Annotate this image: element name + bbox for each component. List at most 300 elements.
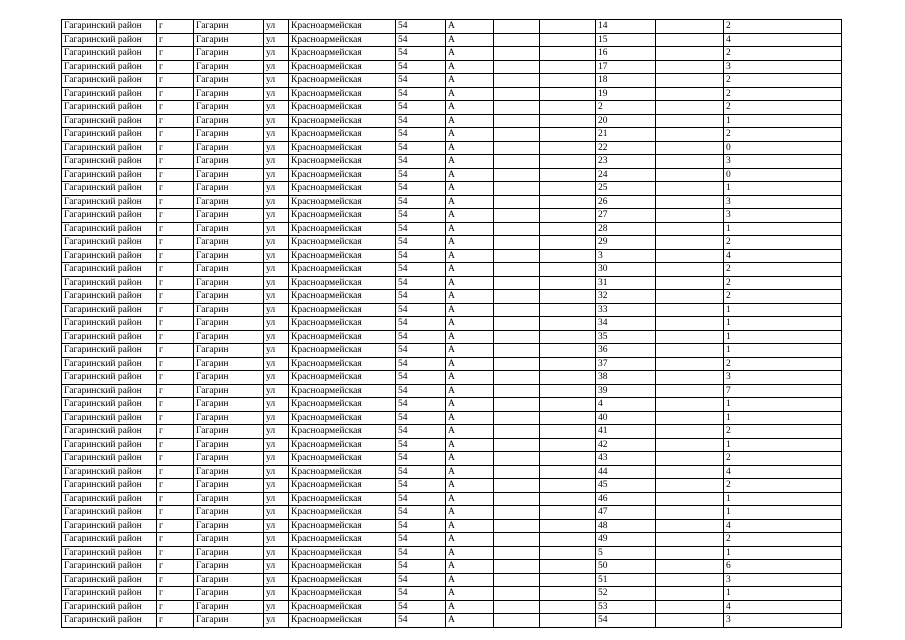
cell-street-type: ул bbox=[264, 587, 289, 601]
cell-street-type: ул bbox=[264, 20, 289, 34]
table-row bbox=[62, 47, 842, 61]
cell-count: 2 bbox=[724, 101, 842, 115]
cell-street: Красноармейская bbox=[289, 546, 396, 560]
cell-letter: А bbox=[446, 600, 494, 614]
cell-building bbox=[494, 452, 540, 466]
cell-apartment: 19 bbox=[596, 87, 656, 101]
cell-letter: А bbox=[446, 101, 494, 115]
cell-letter: А bbox=[446, 384, 494, 398]
cell-street: Красноармейская bbox=[289, 87, 396, 101]
cell-building bbox=[494, 236, 540, 250]
cell-apartment: 45 bbox=[596, 479, 656, 493]
cell-district: Гагаринский район bbox=[62, 519, 157, 533]
cell-letter: А bbox=[446, 209, 494, 223]
cell-street: Красноармейская bbox=[289, 33, 396, 47]
cell-house: 54 bbox=[396, 209, 446, 223]
cell-settlement-type: г bbox=[157, 452, 194, 466]
cell-settlement: Гагарин bbox=[194, 465, 264, 479]
cell-street: Красноармейская bbox=[289, 519, 396, 533]
cell-building bbox=[494, 573, 540, 587]
cell-settlement-type: г bbox=[157, 141, 194, 155]
cell-settlement: Гагарин bbox=[194, 519, 264, 533]
cell-street-type: ул bbox=[264, 87, 289, 101]
cell-house: 54 bbox=[396, 452, 446, 466]
cell-structure bbox=[540, 101, 596, 115]
cell-apartment: 44 bbox=[596, 465, 656, 479]
table-row bbox=[62, 614, 842, 628]
table-row bbox=[62, 182, 842, 196]
cell-settlement-type: г bbox=[157, 290, 194, 304]
cell-street-type: ул bbox=[264, 330, 289, 344]
cell-settlement: Гагарин bbox=[194, 600, 264, 614]
cell-structure bbox=[540, 114, 596, 128]
cell-count: 1 bbox=[724, 344, 842, 358]
cell-count: 3 bbox=[724, 614, 842, 628]
cell-room bbox=[656, 20, 724, 34]
cell-count: 1 bbox=[724, 330, 842, 344]
cell-room bbox=[656, 330, 724, 344]
cell-street-type: ул bbox=[264, 560, 289, 574]
cell-count: 3 bbox=[724, 155, 842, 169]
cell-settlement-type: г bbox=[157, 249, 194, 263]
cell-district: Гагаринский район bbox=[62, 195, 157, 209]
cell-letter: А bbox=[446, 141, 494, 155]
cell-settlement: Гагарин bbox=[194, 614, 264, 628]
table-row bbox=[62, 384, 842, 398]
cell-apartment: 35 bbox=[596, 330, 656, 344]
cell-house: 54 bbox=[396, 20, 446, 34]
cell-apartment: 29 bbox=[596, 236, 656, 250]
cell-district: Гагаринский район bbox=[62, 560, 157, 574]
cell-street: Красноармейская bbox=[289, 276, 396, 290]
cell-letter: А bbox=[446, 438, 494, 452]
cell-house: 54 bbox=[396, 155, 446, 169]
cell-district: Гагаринский район bbox=[62, 87, 157, 101]
table-row bbox=[62, 155, 842, 169]
cell-apartment: 23 bbox=[596, 155, 656, 169]
cell-street-type: ул bbox=[264, 384, 289, 398]
table-row bbox=[62, 20, 842, 34]
cell-settlement-type: г bbox=[157, 236, 194, 250]
cell-room bbox=[656, 344, 724, 358]
cell-street-type: ул bbox=[264, 141, 289, 155]
cell-street: Красноармейская bbox=[289, 168, 396, 182]
cell-room bbox=[656, 317, 724, 331]
cell-settlement-type: г bbox=[157, 155, 194, 169]
cell-count: 1 bbox=[724, 317, 842, 331]
cell-room bbox=[656, 87, 724, 101]
cell-count: 1 bbox=[724, 438, 842, 452]
table-row bbox=[62, 465, 842, 479]
cell-structure bbox=[540, 276, 596, 290]
cell-structure bbox=[540, 506, 596, 520]
cell-room bbox=[656, 398, 724, 412]
cell-street: Красноармейская bbox=[289, 249, 396, 263]
cell-count: 4 bbox=[724, 600, 842, 614]
cell-settlement: Гагарин bbox=[194, 182, 264, 196]
cell-house: 54 bbox=[396, 114, 446, 128]
cell-structure bbox=[540, 182, 596, 196]
cell-apartment: 48 bbox=[596, 519, 656, 533]
cell-settlement-type: г bbox=[157, 87, 194, 101]
table-row bbox=[62, 573, 842, 587]
cell-building bbox=[494, 60, 540, 74]
table-row bbox=[62, 128, 842, 142]
cell-count: 3 bbox=[724, 371, 842, 385]
cell-district: Гагаринский район bbox=[62, 101, 157, 115]
table-row bbox=[62, 371, 842, 385]
cell-apartment: 52 bbox=[596, 587, 656, 601]
cell-building bbox=[494, 222, 540, 236]
cell-letter: А bbox=[446, 506, 494, 520]
cell-apartment: 53 bbox=[596, 600, 656, 614]
cell-structure bbox=[540, 411, 596, 425]
cell-letter: А bbox=[446, 479, 494, 493]
cell-street-type: ул bbox=[264, 357, 289, 371]
cell-room bbox=[656, 182, 724, 196]
cell-apartment: 25 bbox=[596, 182, 656, 196]
cell-district: Гагаринский район bbox=[62, 452, 157, 466]
cell-building bbox=[494, 74, 540, 88]
cell-room bbox=[656, 141, 724, 155]
cell-street-type: ул bbox=[264, 506, 289, 520]
cell-settlement: Гагарин bbox=[194, 479, 264, 493]
cell-room bbox=[656, 155, 724, 169]
cell-street: Красноармейская bbox=[289, 290, 396, 304]
cell-settlement: Гагарин bbox=[194, 506, 264, 520]
cell-street: Красноармейская bbox=[289, 47, 396, 61]
cell-district: Гагаринский район bbox=[62, 533, 157, 547]
table-row bbox=[62, 560, 842, 574]
table-row bbox=[62, 519, 842, 533]
cell-settlement: Гагарин bbox=[194, 330, 264, 344]
cell-apartment: 4 bbox=[596, 398, 656, 412]
cell-settlement-type: г bbox=[157, 276, 194, 290]
cell-apartment: 50 bbox=[596, 560, 656, 574]
cell-count: 2 bbox=[724, 236, 842, 250]
cell-house: 54 bbox=[396, 60, 446, 74]
cell-building bbox=[494, 533, 540, 547]
cell-building bbox=[494, 101, 540, 115]
cell-district: Гагаринский район bbox=[62, 573, 157, 587]
cell-street: Красноармейская bbox=[289, 384, 396, 398]
cell-street-type: ул bbox=[264, 101, 289, 115]
cell-street-type: ул bbox=[264, 438, 289, 452]
cell-apartment: 36 bbox=[596, 344, 656, 358]
cell-house: 54 bbox=[396, 614, 446, 628]
cell-count: 2 bbox=[724, 47, 842, 61]
cell-structure bbox=[540, 249, 596, 263]
cell-apartment: 51 bbox=[596, 573, 656, 587]
cell-room bbox=[656, 438, 724, 452]
cell-letter: А bbox=[446, 425, 494, 439]
cell-structure bbox=[540, 371, 596, 385]
cell-building bbox=[494, 47, 540, 61]
cell-count: 0 bbox=[724, 168, 842, 182]
cell-building bbox=[494, 317, 540, 331]
cell-house: 54 bbox=[396, 398, 446, 412]
cell-letter: А bbox=[446, 614, 494, 628]
table-row bbox=[62, 33, 842, 47]
cell-settlement: Гагарин bbox=[194, 263, 264, 277]
cell-room bbox=[656, 506, 724, 520]
cell-building bbox=[494, 506, 540, 520]
cell-settlement-type: г bbox=[157, 168, 194, 182]
cell-room bbox=[656, 560, 724, 574]
cell-district: Гагаринский район bbox=[62, 479, 157, 493]
cell-settlement: Гагарин bbox=[194, 290, 264, 304]
cell-letter: А bbox=[446, 155, 494, 169]
cell-district: Гагаринский район bbox=[62, 182, 157, 196]
cell-house: 54 bbox=[396, 425, 446, 439]
cell-apartment: 33 bbox=[596, 303, 656, 317]
cell-apartment: 26 bbox=[596, 195, 656, 209]
cell-letter: А bbox=[446, 87, 494, 101]
cell-structure bbox=[540, 209, 596, 223]
cell-building bbox=[494, 87, 540, 101]
cell-apartment: 17 bbox=[596, 60, 656, 74]
cell-district: Гагаринский район bbox=[62, 465, 157, 479]
cell-house: 54 bbox=[396, 249, 446, 263]
cell-street-type: ул bbox=[264, 155, 289, 169]
cell-room bbox=[656, 357, 724, 371]
table-row bbox=[62, 249, 842, 263]
cell-district: Гагаринский район bbox=[62, 222, 157, 236]
cell-apartment: 28 bbox=[596, 222, 656, 236]
cell-house: 54 bbox=[396, 330, 446, 344]
cell-settlement-type: г bbox=[157, 465, 194, 479]
cell-settlement: Гагарин bbox=[194, 249, 264, 263]
cell-apartment: 37 bbox=[596, 357, 656, 371]
cell-building bbox=[494, 20, 540, 34]
cell-structure bbox=[540, 60, 596, 74]
cell-settlement-type: г bbox=[157, 128, 194, 142]
cell-house: 54 bbox=[396, 141, 446, 155]
cell-room bbox=[656, 168, 724, 182]
cell-letter: А bbox=[446, 20, 494, 34]
cell-room bbox=[656, 384, 724, 398]
cell-street-type: ул bbox=[264, 168, 289, 182]
cell-letter: А bbox=[446, 74, 494, 88]
cell-count: 2 bbox=[724, 479, 842, 493]
cell-district: Гагаринский район bbox=[62, 411, 157, 425]
cell-room bbox=[656, 236, 724, 250]
cell-building bbox=[494, 587, 540, 601]
cell-apartment: 21 bbox=[596, 128, 656, 142]
cell-structure bbox=[540, 519, 596, 533]
cell-letter: А bbox=[446, 195, 494, 209]
cell-district: Гагаринский район bbox=[62, 546, 157, 560]
cell-structure bbox=[540, 465, 596, 479]
cell-house: 54 bbox=[396, 546, 446, 560]
cell-settlement-type: г bbox=[157, 182, 194, 196]
cell-apartment: 30 bbox=[596, 263, 656, 277]
cell-street: Красноармейская bbox=[289, 411, 396, 425]
cell-settlement-type: г bbox=[157, 546, 194, 560]
cell-settlement: Гагарин bbox=[194, 533, 264, 547]
table-row bbox=[62, 101, 842, 115]
cell-district: Гагаринский район bbox=[62, 209, 157, 223]
cell-street: Красноармейская bbox=[289, 465, 396, 479]
cell-street-type: ул bbox=[264, 452, 289, 466]
cell-letter: А bbox=[446, 114, 494, 128]
cell-district: Гагаринский район bbox=[62, 263, 157, 277]
cell-structure bbox=[540, 560, 596, 574]
cell-building bbox=[494, 465, 540, 479]
cell-count: 4 bbox=[724, 465, 842, 479]
cell-letter: А bbox=[446, 249, 494, 263]
cell-district: Гагаринский район bbox=[62, 114, 157, 128]
cell-structure bbox=[540, 263, 596, 277]
cell-structure bbox=[540, 398, 596, 412]
table-row bbox=[62, 425, 842, 439]
cell-settlement: Гагарин bbox=[194, 357, 264, 371]
cell-apartment: 24 bbox=[596, 168, 656, 182]
cell-count: 6 bbox=[724, 560, 842, 574]
table-row bbox=[62, 330, 842, 344]
cell-settlement-type: г bbox=[157, 371, 194, 385]
cell-settlement: Гагарин bbox=[194, 74, 264, 88]
cell-street: Красноармейская bbox=[289, 479, 396, 493]
cell-structure bbox=[540, 168, 596, 182]
cell-room bbox=[656, 492, 724, 506]
cell-house: 54 bbox=[396, 465, 446, 479]
cell-settlement-type: г bbox=[157, 425, 194, 439]
cell-letter: А bbox=[446, 452, 494, 466]
cell-house: 54 bbox=[396, 587, 446, 601]
cell-structure bbox=[540, 573, 596, 587]
cell-house: 54 bbox=[396, 560, 446, 574]
table-row bbox=[62, 60, 842, 74]
table-row bbox=[62, 398, 842, 412]
table-row bbox=[62, 222, 842, 236]
cell-house: 54 bbox=[396, 317, 446, 331]
cell-room bbox=[656, 276, 724, 290]
cell-district: Гагаринский район bbox=[62, 290, 157, 304]
cell-building bbox=[494, 182, 540, 196]
cell-house: 54 bbox=[396, 87, 446, 101]
table-row bbox=[62, 87, 842, 101]
cell-house: 54 bbox=[396, 384, 446, 398]
cell-building bbox=[494, 492, 540, 506]
cell-building bbox=[494, 438, 540, 452]
cell-street: Красноармейская bbox=[289, 114, 396, 128]
cell-street-type: ул bbox=[264, 371, 289, 385]
address-table bbox=[61, 19, 842, 628]
cell-street-type: ул bbox=[264, 209, 289, 223]
cell-house: 54 bbox=[396, 263, 446, 277]
cell-street-type: ул bbox=[264, 398, 289, 412]
cell-count: 2 bbox=[724, 276, 842, 290]
cell-building bbox=[494, 168, 540, 182]
cell-structure bbox=[540, 344, 596, 358]
cell-building bbox=[494, 546, 540, 560]
cell-street: Красноармейская bbox=[289, 222, 396, 236]
cell-settlement-type: г bbox=[157, 506, 194, 520]
cell-count: 2 bbox=[724, 357, 842, 371]
cell-building bbox=[494, 384, 540, 398]
cell-letter: А bbox=[446, 357, 494, 371]
cell-building bbox=[494, 114, 540, 128]
table-row bbox=[62, 587, 842, 601]
cell-settlement: Гагарин bbox=[194, 587, 264, 601]
cell-settlement: Гагарин bbox=[194, 195, 264, 209]
cell-apartment: 40 bbox=[596, 411, 656, 425]
cell-structure bbox=[540, 47, 596, 61]
cell-building bbox=[494, 357, 540, 371]
cell-building bbox=[494, 600, 540, 614]
cell-settlement: Гагарин bbox=[194, 398, 264, 412]
cell-letter: А bbox=[446, 47, 494, 61]
cell-settlement-type: г bbox=[157, 20, 194, 34]
cell-street-type: ул bbox=[264, 236, 289, 250]
cell-letter: А bbox=[446, 263, 494, 277]
cell-street: Красноармейская bbox=[289, 506, 396, 520]
cell-street-type: ул bbox=[264, 600, 289, 614]
cell-settlement: Гагарин bbox=[194, 168, 264, 182]
cell-street-type: ул bbox=[264, 533, 289, 547]
cell-street: Красноармейская bbox=[289, 60, 396, 74]
cell-room bbox=[656, 101, 724, 115]
cell-settlement: Гагарин bbox=[194, 87, 264, 101]
cell-settlement-type: г bbox=[157, 587, 194, 601]
cell-house: 54 bbox=[396, 506, 446, 520]
cell-settlement: Гагарин bbox=[194, 33, 264, 47]
cell-count: 3 bbox=[724, 60, 842, 74]
cell-count: 1 bbox=[724, 398, 842, 412]
cell-structure bbox=[540, 587, 596, 601]
table-row bbox=[62, 303, 842, 317]
cell-street-type: ул bbox=[264, 222, 289, 236]
cell-apartment: 42 bbox=[596, 438, 656, 452]
cell-settlement: Гагарин bbox=[194, 47, 264, 61]
cell-settlement: Гагарин bbox=[194, 20, 264, 34]
cell-district: Гагаринский район bbox=[62, 47, 157, 61]
cell-settlement: Гагарин bbox=[194, 546, 264, 560]
cell-street: Красноармейская bbox=[289, 573, 396, 587]
cell-settlement: Гагарин bbox=[194, 128, 264, 142]
cell-settlement-type: г bbox=[157, 47, 194, 61]
cell-district: Гагаринский район bbox=[62, 276, 157, 290]
cell-settlement-type: г bbox=[157, 330, 194, 344]
cell-settlement: Гагарин bbox=[194, 344, 264, 358]
cell-street: Красноармейская bbox=[289, 357, 396, 371]
cell-street: Красноармейская bbox=[289, 74, 396, 88]
cell-district: Гагаринский район bbox=[62, 438, 157, 452]
cell-count: 4 bbox=[724, 33, 842, 47]
cell-district: Гагаринский район bbox=[62, 344, 157, 358]
cell-building bbox=[494, 303, 540, 317]
cell-street-type: ул bbox=[264, 479, 289, 493]
cell-settlement-type: г bbox=[157, 74, 194, 88]
cell-room bbox=[656, 209, 724, 223]
cell-apartment: 5 bbox=[596, 546, 656, 560]
cell-street: Красноармейская bbox=[289, 101, 396, 115]
table-row bbox=[62, 506, 842, 520]
cell-street-type: ул bbox=[264, 182, 289, 196]
cell-district: Гагаринский район bbox=[62, 33, 157, 47]
cell-street-type: ул bbox=[264, 492, 289, 506]
cell-apartment: 22 bbox=[596, 141, 656, 155]
cell-street-type: ул bbox=[264, 195, 289, 209]
cell-apartment: 20 bbox=[596, 114, 656, 128]
cell-street-type: ул bbox=[264, 33, 289, 47]
cell-settlement: Гагарин bbox=[194, 317, 264, 331]
cell-room bbox=[656, 600, 724, 614]
cell-apartment: 14 bbox=[596, 20, 656, 34]
table-row bbox=[62, 290, 842, 304]
cell-letter: А bbox=[446, 60, 494, 74]
